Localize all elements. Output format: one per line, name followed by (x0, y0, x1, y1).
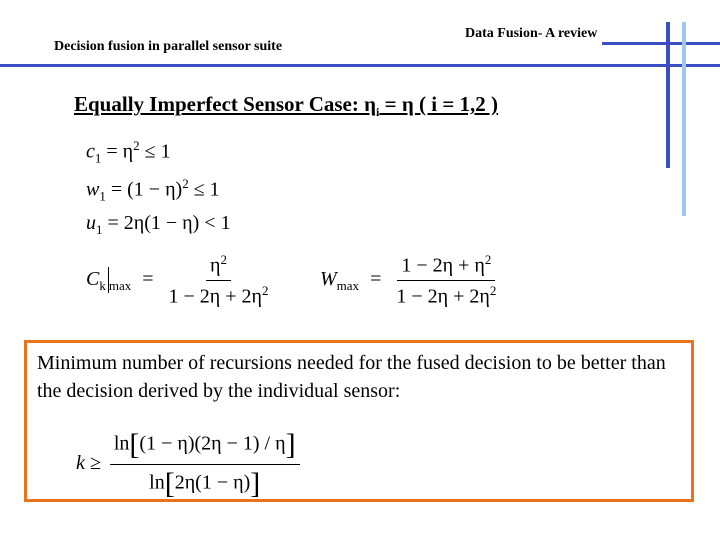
accent-vline-light (682, 22, 686, 216)
accent-vline-dark (666, 22, 670, 168)
equation-w1: $w_1 = (1 - \eta)^2 \le 1$ (86, 176, 220, 204)
accent-hline-top (602, 42, 720, 45)
header-divider-line (0, 64, 720, 67)
recursion-fraction: $\frac{\ln[(1 - \eta)(2\eta - 1) / \eta]}{\ln[2\eta(1 - \eta)]}$ (110, 428, 300, 501)
slide-header-title: Data Fusion- A review (465, 26, 598, 41)
equation-u1: $u_1 = 2\eta(1 - \eta) < 1$ (86, 212, 231, 237)
equation-ck-max: $C_k$ $_{max}$ = $\frac{\eta^2}{1 - 2\eta + 2\eta^2}$ (86, 252, 273, 308)
section-heading: Equally Imperfect Sensor Case: $\eta_i = \eta$ ( i = 1,2 ) (74, 92, 499, 120)
equation-w-max: $W_{max}$ = $\frac{1 - 2\eta + \eta^2}{1 - 2\eta + 2\eta^2}$ (320, 252, 500, 308)
ck-fraction: $\frac{\eta^2}{1 - 2\eta + 2\eta^2}$ (168, 252, 269, 308)
equation-c1: $c_1 = \eta^2 \le 1$ (86, 138, 171, 166)
note-text: Minimum number of recursions needed for the fused decision to be better than the decision derived by the individual sensor: (37, 352, 666, 402)
slide-subtitle: Decision fusion in parallel sensor suite (54, 39, 283, 54)
wmax-fraction: $\frac{1 - 2\eta + \eta^2}{1 - 2\eta + 2\eta^2}$ (396, 252, 497, 308)
recursion-formula: k ≥ $\frac{\ln[(1 - \eta)(2\eta - 1) / \eta]}{\ln[2\eta(1 - \eta)]}$ (76, 428, 300, 501)
